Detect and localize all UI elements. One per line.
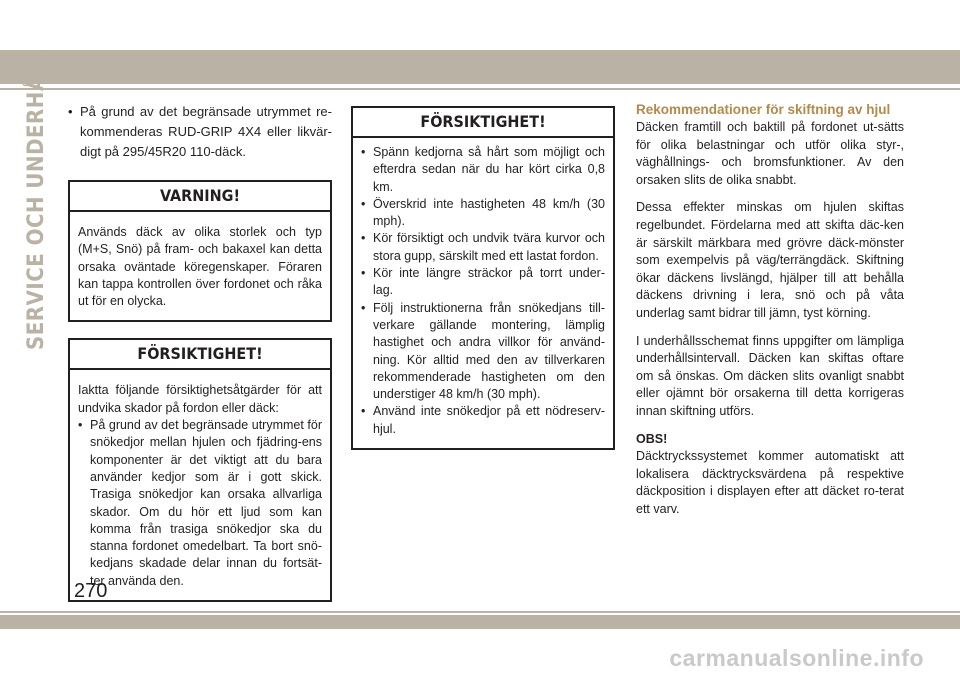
caution-bullet: • På grund av det begränsade utrymmet för snökedjor mellan hjulen och fjädring-ens komponenter är det viktigt att du bara använder kedjor som är i gott skick. Trasiga snökedjor kan orsaka allvarliga skador. Om du hör ett ljud som kan komma från trasiga snökedjor ska du stanna fordonet omedelbart. Ta bort snö-kedjans skadade delar innan du fortsät-ter använda den.: [78, 417, 322, 590]
caution-bullet: • Följ instruktionerna från snökedjans till-verkare gällande montering, lämplig hastighet och andra villkor för använd-ning. Kör alltid med den av tillverkaren rekommenderade hastigheten om den understiger 48 km/h (30 mph).: [361, 300, 605, 404]
watermark: carmanualsonline.info: [669, 645, 924, 671]
caution-title-1: FÖRSIKTIGHET!: [70, 340, 330, 370]
caution-box-2: [351, 106, 615, 450]
intro-bullet: • På grund av det begränsade utrymmet re-kommenderas RUD-GRIP 4X4 eller likvär-digt på 295/45R20 110-däck.: [68, 102, 332, 162]
caution-bullet: • Använd inte snökedjor på ett nödreserv-hjul.: [361, 403, 605, 438]
caution-box-1: [68, 338, 332, 602]
top-band: [0, 50, 960, 84]
caution-bullet: • Kör inte längre sträckor på torrt under-lag.: [361, 265, 605, 300]
paragraph: Dessa effekter minskas om hjulen skiftas regelbundet. Fördelarna med att skifta däc-ken är särskilt märkbara med grövre däck-mönster som exempelvis på väg/terrängdäck. Skiftning ökar däckens livslängd, hjälper till att behålla däckens drivning i lera, snö och på våta underlag samt bidrar till jämn, tyst körning.: [636, 200, 904, 320]
bottom-rule: [0, 611, 960, 613]
page-number: 270: [74, 580, 108, 602]
bottom-band: [0, 615, 960, 629]
caution-intro: Iaktta följande försiktighetsåtgärder för att undvika skador på fordon eller däck:: [78, 383, 322, 415]
note-label: OBS!: [636, 431, 668, 446]
top-rule: [0, 88, 960, 90]
caution-bullet: • Överskrid inte hastigheten 48 km/h (30 mph).: [361, 196, 605, 231]
warning-text: Används däck av olika storlek och typ (M+S, Snö) på fram- och bakaxel kan detta orsaka oväntade köregenskaper. Föraren kan tappa kontrollen över fordonet och råka ut för en olycka.: [78, 225, 322, 309]
column-1: [68, 102, 332, 602]
caution-bullet: • Spänn kedjorna så hårt som möjligt och efterdra sedan när du har kört cirka 0,8 km.: [361, 144, 605, 196]
warning-box: [68, 180, 332, 322]
paragraph: Däcken framtill och baktill på fordonet ut-sätts för olika belastningar och utför olika styr-, väghållnings- och bromsfunktioner. Av den orsaken slits de olika snabbt.: [636, 120, 904, 187]
column-3: [636, 101, 904, 528]
paragraph: I underhållsschemat finns uppgifter om lämpliga underhållsintervall. Däcken kan skiftas oftare om så önskas. Om däcken slits ovanligt snabbt eller ojämnt bör orsakerna till detta korrigeras innan skiftning utförs.: [636, 333, 904, 418]
caution-title-2: FÖRSIKTIGHET!: [353, 108, 613, 138]
section-tab-label: SERVICE OCH UNDERHÅLL: [24, 49, 49, 350]
caution-bullet: • Kör försiktigt och undvik tvära kurvor och stora gupp, särskilt med ett lastat fordon.: [361, 230, 605, 265]
warning-title: VARNING!: [70, 182, 330, 212]
section-heading: Rekommendationer för skiftning av hjul: [636, 102, 891, 117]
column-2: [351, 106, 615, 450]
note-text: Däcktryckssystemet kommer automatiskt att lokalisera däcktrycksvärdena på respektive däckposition i displayen efter att däcket ro-terat ett varv.: [636, 449, 904, 516]
